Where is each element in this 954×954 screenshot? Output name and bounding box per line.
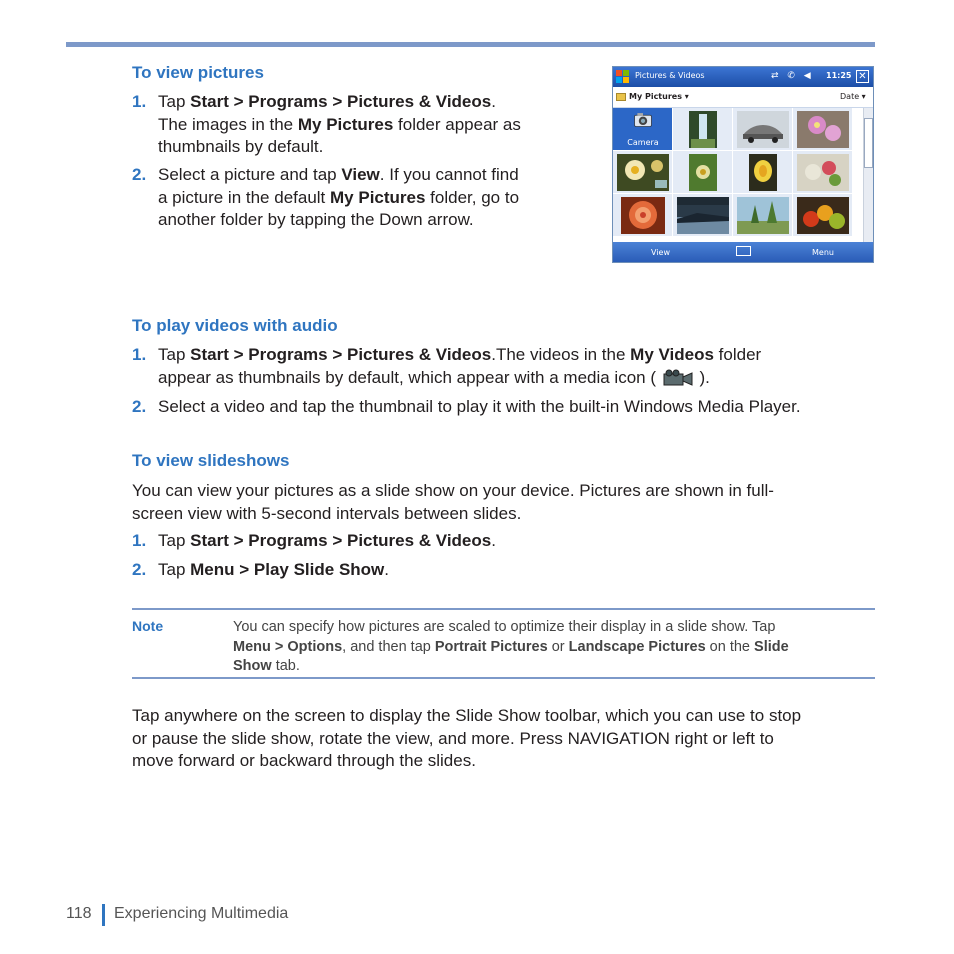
close-button[interactable]: ✕ xyxy=(856,70,869,83)
footer-divider xyxy=(102,904,105,926)
thumbnail[interactable] xyxy=(733,108,793,151)
folder-icon xyxy=(616,93,626,101)
top-rule xyxy=(66,42,875,47)
slideshows-intro: You can view your pictures as a slide show on your device. Pictures are shown in full- screen view with 5-second intervals between slides. xyxy=(132,481,774,523)
page-number: 118 xyxy=(66,905,92,922)
step-play-videos-1: Tap Start > Programs > Pictures & Videos.The videos in the My Videos folder appear as thumbnails by default, which appear with a media icon ( ). xyxy=(158,345,762,387)
camera-label: Camera xyxy=(627,138,659,147)
mixed-flowers-thumbnail xyxy=(797,154,849,191)
thumbnail[interactable] xyxy=(673,151,733,194)
yellow-flowers-thumbnail xyxy=(617,154,669,191)
heading-view-pictures: To view pictures xyxy=(132,63,264,82)
step-number: 2. xyxy=(132,165,147,184)
softkey-bar xyxy=(613,242,873,262)
device-screenshot xyxy=(612,66,874,263)
thumbnail[interactable] xyxy=(793,151,853,194)
media-icon xyxy=(663,369,693,386)
trees-thumbnail xyxy=(737,197,789,234)
step-number: 2. xyxy=(132,397,147,416)
step-play-videos-2: Select a video and tap the thumbnail to play it with the built-in Windows Media Player. xyxy=(158,397,801,416)
step-view-pictures-1: Tap Start > Programs > Pictures & Videos. The images in the My Pictures folder appear as thumbnails by default. xyxy=(158,92,521,156)
thumbnail[interactable] xyxy=(673,194,733,237)
green-flower-thumbnail xyxy=(677,154,729,191)
folder-dropdown[interactable]: My Pictures ▾ xyxy=(629,92,689,101)
step-view-pictures-2: Select a picture and tap View. If you cannot find a picture in the default My Pictures folder, go to another folder by tapping the Down arrow. xyxy=(158,165,520,229)
thumbnail[interactable] xyxy=(793,108,853,151)
car-thumbnail xyxy=(737,111,789,148)
device-app-title: Pictures & Videos xyxy=(635,71,705,80)
status-icons[interactable]: ⇄ ✆ ◀ xyxy=(771,71,814,81)
clock[interactable]: 11:25 xyxy=(826,71,852,80)
view-softkey[interactable]: View xyxy=(651,248,670,257)
thumbnail[interactable] xyxy=(733,194,793,237)
step-number: 2. xyxy=(132,560,147,579)
step-number: 1. xyxy=(132,92,147,111)
pink-flowers-thumbnail xyxy=(797,111,849,148)
heading-slideshows: To view slideshows xyxy=(132,451,290,470)
windows-start-icon[interactable] xyxy=(616,70,629,83)
note-text: You can specify how pictures are scaled to optimize their display in a slide show. Tap Menu > Options, and then tap Portrait Pictures or Landscape Pictures on the Slide Show tab. xyxy=(233,619,789,674)
waterfall-thumbnail xyxy=(677,111,729,148)
step-slideshows-1: Tap Start > Programs > Pictures & Videos. xyxy=(158,531,496,550)
scrollbar[interactable] xyxy=(863,108,873,242)
fruit-thumbnail xyxy=(797,197,849,234)
note-bottom-rule xyxy=(132,677,875,679)
chapter-title: Experiencing Multimedia xyxy=(114,905,289,922)
step-number: 1. xyxy=(132,531,147,550)
keyboard-icon[interactable] xyxy=(736,246,751,256)
closing-paragraph: Tap anywhere on the screen to display the Slide Show toolbar, which you can use to stop or pause the slide show, rotate the view, and more. Press NAVIGATION right or left to move forward or backward through the slides. xyxy=(132,706,802,770)
thumbnail[interactable] xyxy=(793,194,853,237)
thumbnail[interactable] xyxy=(613,194,673,237)
yellow-flower-thumbnail xyxy=(737,154,789,191)
step-number: 1. xyxy=(132,345,147,364)
camera-icon xyxy=(617,111,669,137)
device-title-bar xyxy=(613,67,873,87)
heading-play-videos: To play videos with audio xyxy=(132,316,338,335)
thumbnail[interactable] xyxy=(733,151,793,194)
camera-thumbnail[interactable] xyxy=(613,108,673,151)
menu-softkey[interactable]: Menu xyxy=(812,248,834,257)
rose-thumbnail xyxy=(617,197,669,234)
thumbnail-grid xyxy=(613,108,863,242)
thumbnail[interactable] xyxy=(613,151,673,194)
scrollbar-thumb[interactable] xyxy=(864,118,873,168)
thumbnail[interactable] xyxy=(673,108,733,151)
lake-thumbnail xyxy=(677,197,729,234)
note-top-rule xyxy=(132,608,875,610)
folder-bar xyxy=(613,87,873,108)
step-slideshows-2: Tap Menu > Play Slide Show. xyxy=(158,560,390,579)
sort-dropdown[interactable]: Date ▾ xyxy=(840,92,866,101)
note-label: Note xyxy=(132,618,164,634)
